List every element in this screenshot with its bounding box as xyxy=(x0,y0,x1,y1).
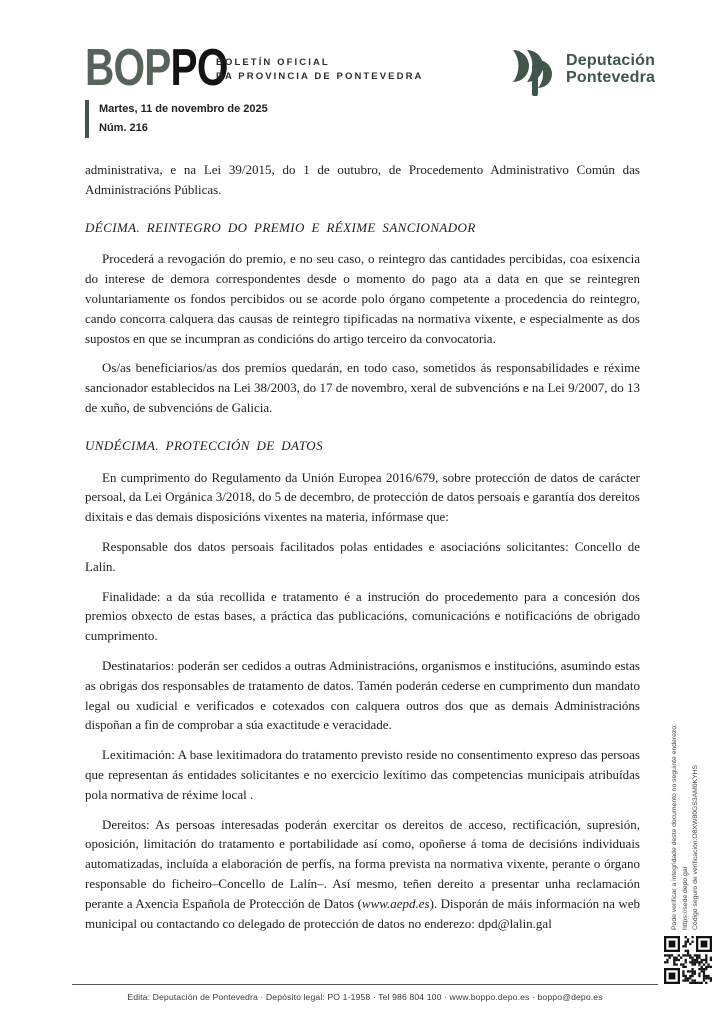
verification-line1: Pode verificar a integridade deste documento no seguinte enderezo: xyxy=(671,724,678,930)
deputacion-logo-text xyxy=(566,52,655,86)
paragraph: En cumprimento do Regulamento da Unión Europea 2016/679, sobre protección de datos de carácter persoal, da Lei Orgánica 3/2018, do 5 de decembro, de protección de datos persoais e garantía dos dereitos dixitais e das demais disposicións vixentes na materia, infórmase que: xyxy=(85,469,640,525)
bulletin-subtitle-line1: BOLETÍN OFICIAL xyxy=(216,57,330,68)
bulletin-subtitle-line2: DA PROVINCIA DE PONTEVEDRA xyxy=(216,71,424,82)
document-body xyxy=(85,160,640,943)
paragraph: Os/as beneficiarios/as dos premios quedarán, en todo caso, sometidos ás responsabilidades e réxime sancionador establecidos na Lei 38/2003, do 17 de novembro, xeral de subvencións e na Lei 9/2007, do 13 de xuño, de subvencións de Galicia. xyxy=(85,360,640,415)
issue-info xyxy=(85,100,268,138)
paragraph: Procederá a revogación do premio, e no seu caso, o reintegro das cantidades percibidas, coa esixencia do interese de demora correspondentes desde o momento do pago ata a data en que se reintegren voluntariamente os fondos percibidos ou se acorde polo órgano competente a procedencia do reintegro, cando concorra calquera das causas de reintegro tipificadas na normativa vixente, e especialmente as dos supostos en que se incumpran as condicións do artigo terceiro da convocatoria. xyxy=(85,251,640,346)
verification-code: Código seguro de verificación:O8XW80GS3AM0KYHS xyxy=(692,764,699,930)
boppo-logo-bop: BOP xyxy=(85,39,171,97)
issue-number: Núm. 216 xyxy=(99,122,148,134)
deputacion-line1: Deputación xyxy=(566,52,656,69)
paragraph: Destinatarios: poderán ser cedidos a outras Administracións, organismos e institucións, asumindo estas as obrigas dos responsables de tratamento de datos. Tamén poderán cederse en cumprimento dun mandato legal ou xudicial e verificados e cotexados con calquera outros dos que as demais Administracións dispoñan a fin de comprobar a súa exactitude e veracidade. xyxy=(85,657,640,733)
qr-code xyxy=(664,936,712,984)
paragraph: Lexitimación: A base lexitimadora do tratamento previsto reside no consentimento expreso das persoas que representan ás entidades solicitantes e no exercicio lexítimo das competencias municipais atribuídas pola normativa de réxime local . xyxy=(85,747,640,802)
aepd-url: www.aepd.es xyxy=(361,895,430,911)
footer-imprint: Edita: Deputación de Pontevedra · Depósito legal: PO 1-1958 · Tel 986 804 100 · www.boppo.depo.es · boppo@depo.es xyxy=(127,992,603,1002)
paragraph: administrativa, e na Lei 39/2015, do 1 de outubro, de Procedemento Administrativo Común das Administracións Públicas. xyxy=(85,162,640,197)
verification-url: https://sede.depo.gal xyxy=(681,866,689,930)
deputacion-logo-icon xyxy=(505,48,557,98)
paragraph xyxy=(85,815,640,934)
boppo-logo-po: PO xyxy=(170,39,228,97)
paragraph-text: Dereitos: As persoas interesadas poderán exercitar os dereitos de acceso, rectificación, supresión, oposición, limitación do tratamento e portabilidade así como, opoñerse á toma de decisións individuais automatizadas, incluída a elaboración de perfís, na forma prevista na normativa vixente, perante o órgano responsable do ficheiro–Concello de Lalín–. Así mesmo, teñen dereito a presentar unha reclamación perante a Axencia Española de Protección de Datos ( xyxy=(85,816,640,911)
paragraph: Responsable dos datos persoais facilitados polas entidades e asociacións solicitantes: Concello de Lalín. xyxy=(85,538,640,574)
verification-sidebar xyxy=(670,695,702,930)
bulletin-subtitle xyxy=(216,56,424,84)
boppo-logo xyxy=(85,39,228,97)
section-heading-decima: DÉCIMA. REINTEGRO DO PREMIO E RÉXIME SANCIONADOR xyxy=(85,219,476,235)
issue-accent-bar xyxy=(85,100,89,138)
footer-divider xyxy=(72,984,658,985)
issue-date: Martes, 11 de novembro de 2025 xyxy=(99,103,268,115)
deputacion-line2: Pontevedra xyxy=(566,69,656,86)
section-heading-undecima: UNDÉCIMA. PROTECCIÓN DE DATOS xyxy=(85,437,323,453)
paragraph-text: ). Disporán de máis información na web municipal ou contactando co delegado de protección de datos no enderezo: dpd@lalin.gal xyxy=(85,895,640,931)
paragraph: Finalidade: a da súa recollida e tratamento é a instrución do procedemento para a concesión dos premios obxecto de estas bases, a práctica das publicacións, comunicacións e notificacións de obrigado cumprimento. xyxy=(85,588,640,644)
deputacion-logo xyxy=(505,48,655,98)
